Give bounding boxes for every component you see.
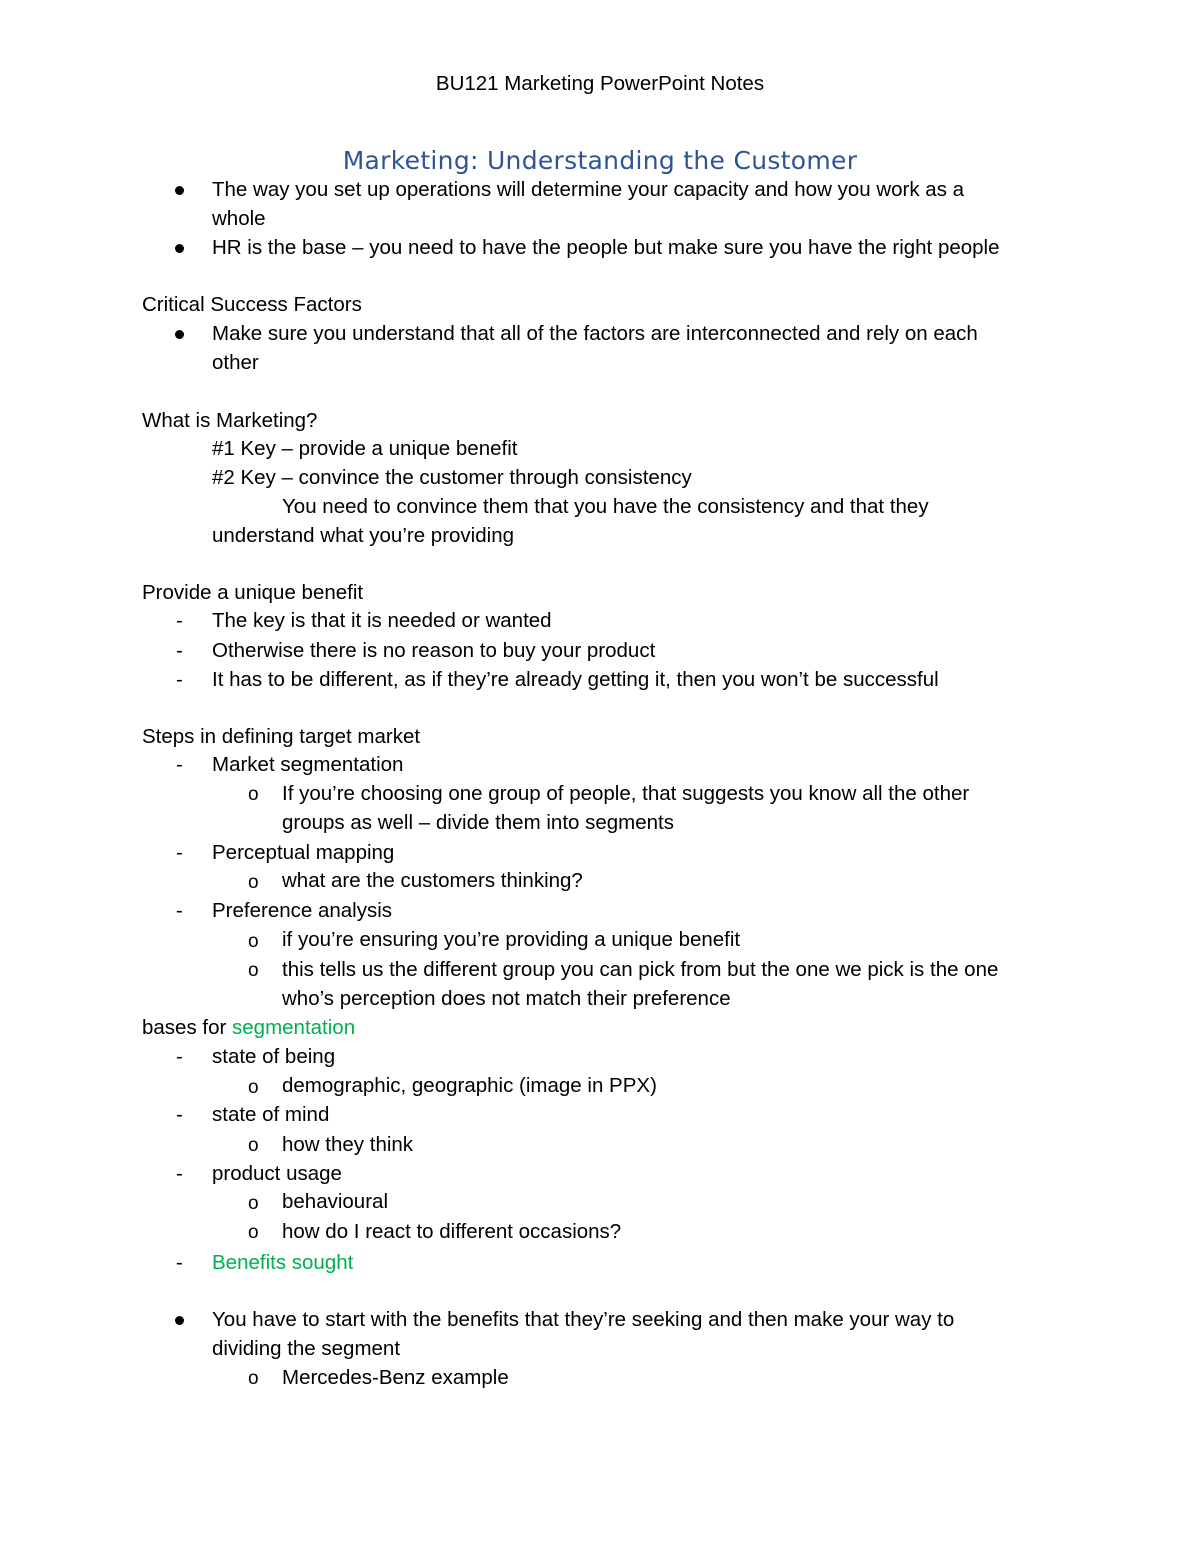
segmentation-note-line1: If you’re choosing one group of people, that suggests you know all the other (282, 782, 970, 805)
circle-bullet-icon: o (248, 872, 259, 893)
state-of-being-note: demographic, geographic (image in PPX) (282, 1074, 657, 1097)
base-product-usage: product usage (212, 1162, 342, 1185)
perceptual-note: what are the customers thinking? (282, 869, 583, 892)
circle-bullet-icon: o (248, 1077, 259, 1098)
closing-bullet-line1: You have to start with the benefits that they’re seeking and then make your way to (212, 1308, 955, 1331)
unique-item-3: It has to be different, as if they’re already getting it, then you won’t be successful (212, 668, 939, 691)
page-title: Marketing: Understanding the Customer (342, 146, 858, 175)
dash-marker: - (176, 753, 183, 776)
product-usage-note-2: how do I react to different occasions? (282, 1220, 622, 1243)
preference-note-2-line2: who’s perception does not match their preference (282, 987, 731, 1010)
step-perceptual-mapping: Perceptual mapping (212, 841, 395, 864)
unique-item-2: Otherwise there is no reason to buy your product (212, 639, 656, 662)
bullet-dot-icon (175, 330, 184, 339)
dash-marker: - (176, 609, 183, 632)
product-usage-note-1: behavioural (282, 1190, 388, 1213)
bullet-dot-icon (175, 1316, 184, 1325)
closing-bullet-line2: dividing the segment (212, 1337, 401, 1360)
unique-benefit-heading: Provide a unique benefit (142, 581, 364, 604)
intro-bullet-1-line2: whole (212, 207, 266, 230)
bases-heading-highlight: segmentation (232, 1016, 356, 1039)
intro-bullet-1-line1: The way you set up operations will determine your capacity and how you work as a (212, 178, 965, 201)
dash-marker: - (176, 1103, 183, 1126)
dash-marker: - (176, 639, 183, 662)
bases-heading-text: bases for (142, 1016, 233, 1039)
key-1: #1 Key – provide a unique benefit (212, 437, 518, 460)
key-2: #2 Key – convince the customer through consistency (212, 466, 692, 489)
dash-marker: - (176, 668, 183, 691)
dash-marker: - (176, 1251, 183, 1274)
what-is-heading: What is Marketing? (142, 409, 318, 432)
bases-heading (142, 1016, 355, 1040)
dash-marker: - (176, 1162, 183, 1185)
bullet-dot-icon (175, 244, 184, 253)
closing-example: Mercedes-Benz example (282, 1366, 509, 1389)
base-state-of-mind: state of mind (212, 1103, 330, 1126)
bullet-dot-icon (175, 186, 184, 195)
dash-marker: - (176, 841, 183, 864)
csf-bullet-line2: other (212, 351, 259, 374)
base-benefits-sought: Benefits sought (212, 1251, 354, 1274)
unique-item-1: The key is that it is needed or wanted (212, 609, 552, 632)
state-of-mind-note: how they think (282, 1133, 414, 1156)
segmentation-note-line2: groups as well – divide them into segments (282, 811, 674, 834)
key-2-explanation-line2: understand what you’re providing (212, 524, 514, 547)
page-header: BU121 Marketing PowerPoint Notes (435, 72, 765, 95)
step-preference-analysis: Preference analysis (212, 899, 393, 922)
preference-note-1: if you’re ensuring you’re providing a unique benefit (282, 928, 741, 951)
dash-marker: - (176, 1045, 183, 1068)
circle-bullet-icon: o (248, 931, 259, 952)
circle-bullet-icon: o (248, 1193, 259, 1214)
key-2-explanation-line1: You need to convince them that you have the consistency and that they (282, 495, 929, 518)
csf-heading: Critical Success Factors (142, 293, 362, 316)
step-market-segmentation: Market segmentation (212, 753, 404, 776)
steps-heading: Steps in defining target market (142, 725, 421, 748)
csf-bullet-line1: Make sure you understand that all of the factors are interconnected and rely on each (212, 322, 978, 345)
intro-bullet-2: HR is the base – you need to have the people but make sure you have the right people (212, 236, 1000, 259)
circle-bullet-icon: o (248, 960, 259, 981)
circle-bullet-icon: o (248, 1368, 259, 1389)
circle-bullet-icon: o (248, 1135, 259, 1156)
dash-marker: - (176, 899, 183, 922)
preference-note-2-line1: this tells us the different group you can pick from but the one we pick is the one (282, 958, 999, 981)
circle-bullet-icon: o (248, 1222, 259, 1243)
circle-bullet-icon: o (248, 784, 259, 805)
base-state-of-being: state of being (212, 1045, 336, 1068)
